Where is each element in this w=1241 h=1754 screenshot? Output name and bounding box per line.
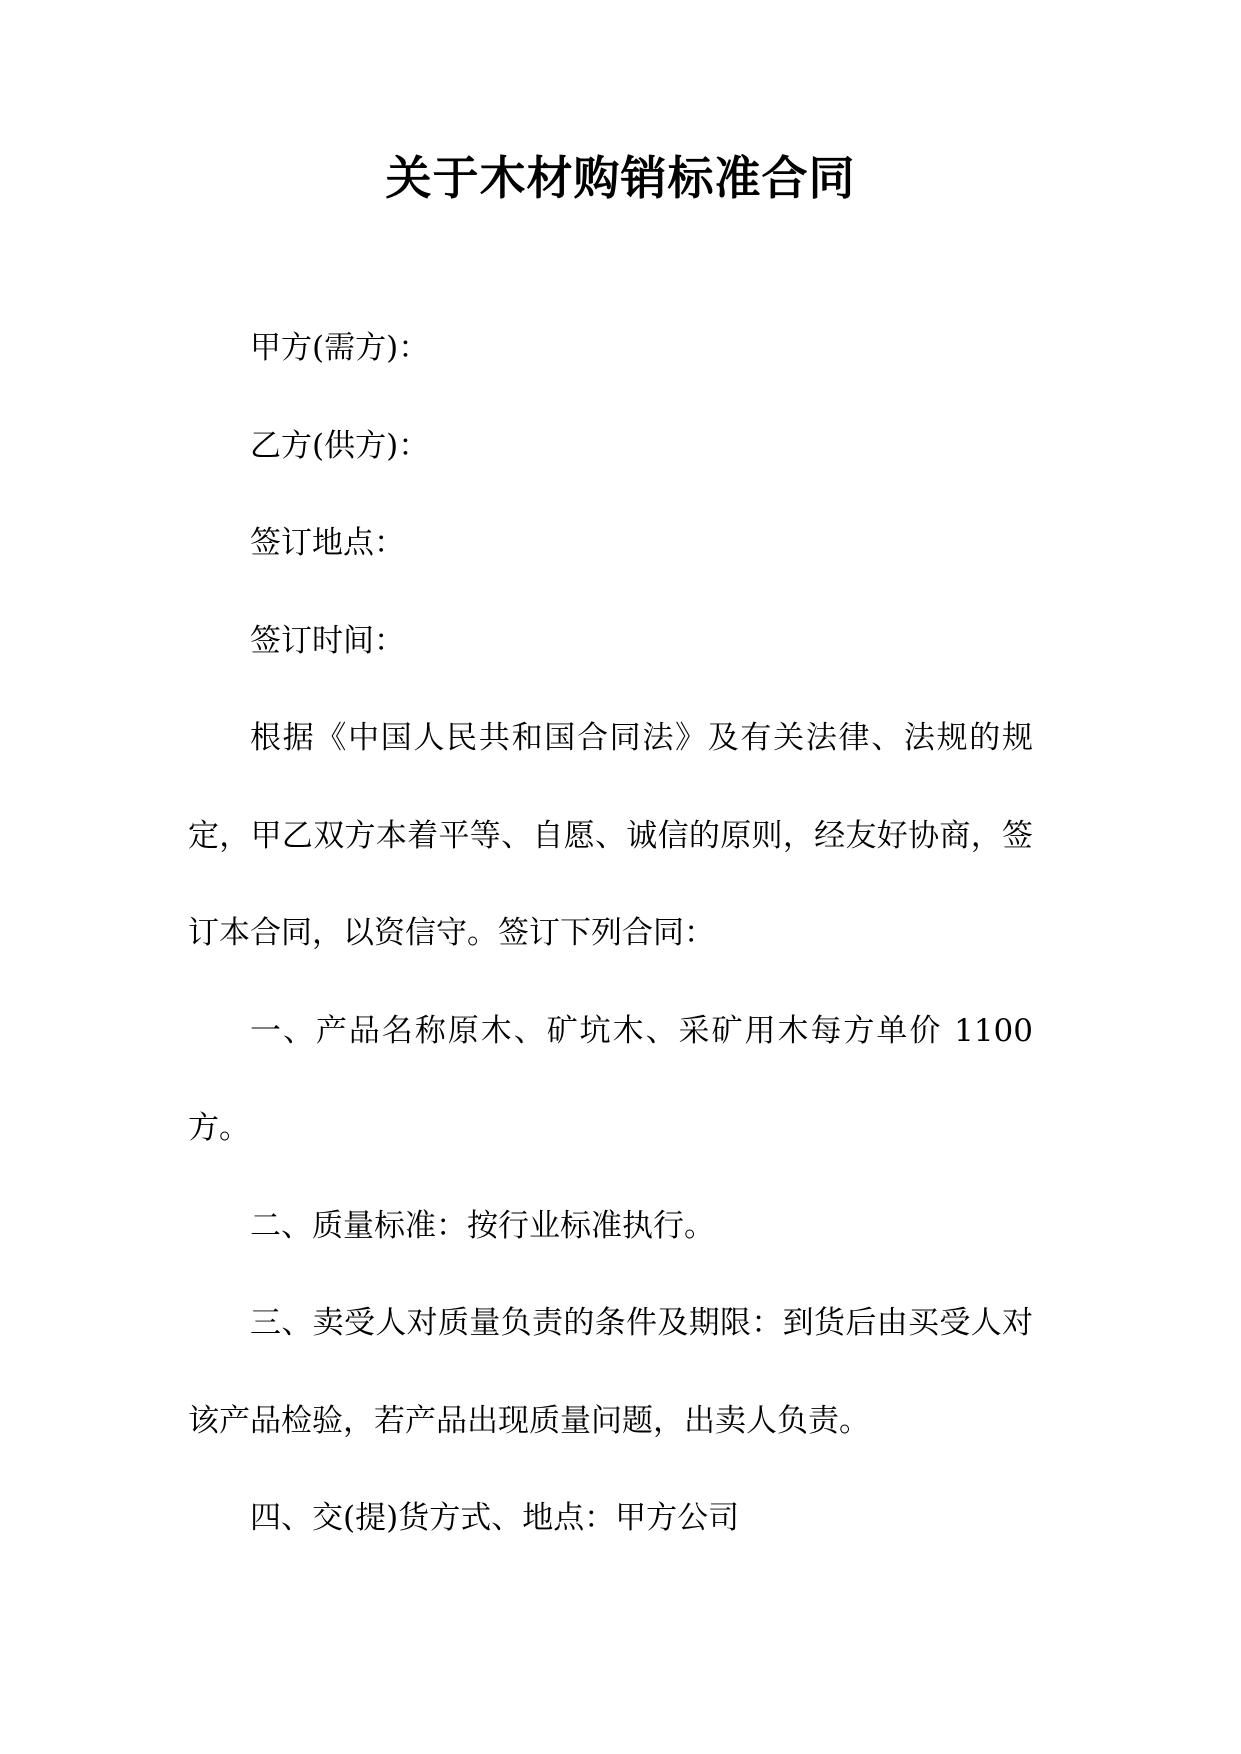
document-title: 关于木材购销标准合同 (385, 151, 856, 205)
clause-2-quality: 二、质量标准：按行业标准执行。 (250, 1207, 715, 1244)
clause-1-product: 一、产品名称原木、矿坑木、采矿用木每方单价 1100方。 (188, 1012, 1033, 1146)
party-b-field (188, 398, 1033, 496)
party-a-field (188, 300, 1033, 398)
sign-time-field (188, 593, 1033, 691)
sign-place-label: 签订地点： (250, 525, 405, 561)
clause-3-liability: 三、卖受人对质量负责的条件及期限：到货后由买受人对该产品检验，若产品出现质量问题，出卖人负责。 (188, 1305, 1033, 1439)
party-a-label: 甲方(需方)： (250, 330, 430, 366)
party-b-label: 乙方(供方)： (250, 427, 430, 464)
preamble-paragraph: 根据《中国人民共和国合同法》及有关法律、法规的规定，甲乙双方本着平等、自愿、诚信的原则，经友好协商，签订本合同，以资信守。签订下列合同： (188, 720, 1033, 951)
clause-4-delivery: 四、交(提)货方式、地点：甲方公司 (250, 1500, 740, 1536)
sign-time-label: 签订时间： (250, 622, 405, 659)
document-body (188, 300, 1033, 1568)
sign-place-field (188, 495, 1033, 593)
